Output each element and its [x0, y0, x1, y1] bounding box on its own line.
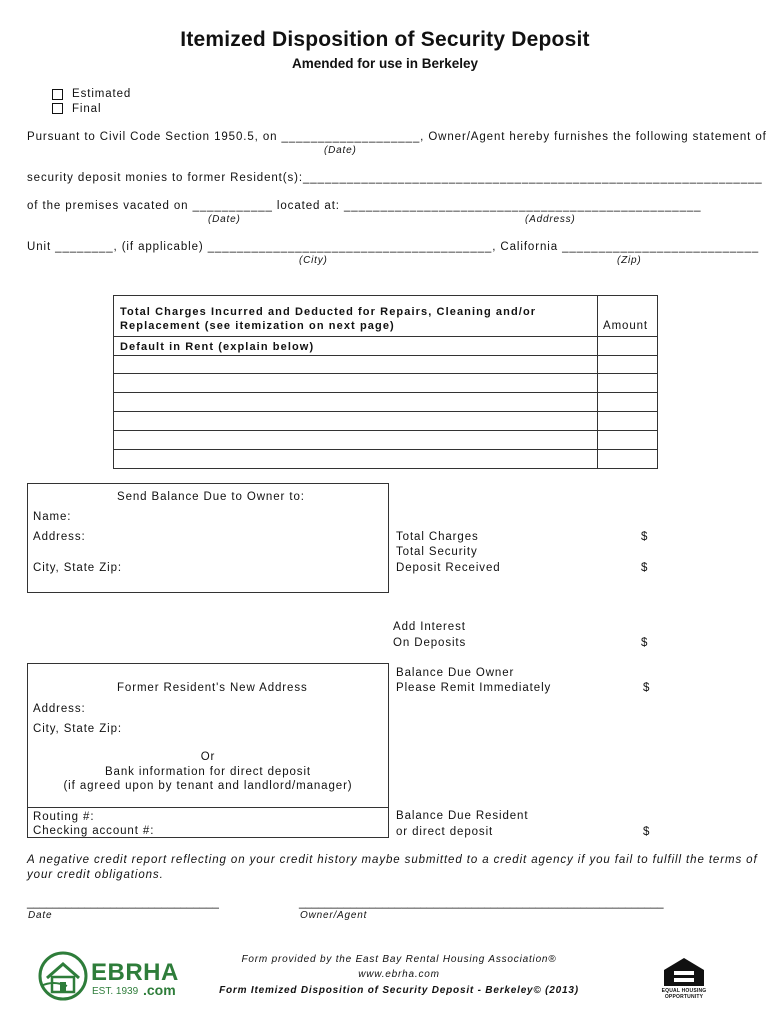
- intro-line-3: of the premises vacated on ___________ located at: _________________________________________________: [27, 200, 702, 212]
- owner-box-title: Send Balance Due to Owner to:: [117, 491, 305, 503]
- resident-box-divider: [27, 807, 389, 808]
- owner-name-label: Name:: [33, 511, 72, 523]
- table-rule: [113, 411, 658, 412]
- owner-address-label: Address:: [33, 531, 86, 543]
- balance-due-owner-label: Balance Due Owner: [396, 667, 515, 679]
- zip-caption: (Zip): [617, 255, 642, 266]
- or-label: Or: [200, 751, 216, 763]
- deposit-received-label: Deposit Received: [396, 562, 501, 574]
- interest-dollar: $: [641, 637, 649, 649]
- eho-text-line-2: OPPORTUNITY: [664, 994, 704, 1000]
- total-charges-label: Total Charges: [396, 531, 479, 543]
- table-rule: [113, 430, 658, 431]
- final-label: Final: [72, 103, 102, 115]
- intro-line-1: Pursuant to Civil Code Section 1950.5, on ___________________, Owner/Agent hereby furnishes the following statement of: [27, 131, 767, 143]
- estimated-checkbox[interactable]: [52, 89, 63, 100]
- routing-label: Routing #:: [33, 811, 95, 823]
- ebrha-logo: [37, 950, 182, 1002]
- please-remit-label: Please Remit Immediately: [396, 682, 552, 694]
- footer-website: www.ebrha.com: [358, 969, 440, 980]
- total-charges-dollar: $: [641, 531, 649, 543]
- house-globe-icon: [37, 950, 93, 1002]
- ebrha-com-text: .com: [143, 982, 176, 998]
- table-rule: [113, 449, 658, 450]
- total-security-label: Total Security: [396, 546, 478, 558]
- intro-line-4: Unit ________, (if applicable) _______________________________________, California ___________________________: [27, 241, 760, 253]
- resident-city-label: City, State Zip:: [33, 723, 122, 735]
- address-caption: (Address): [525, 214, 576, 225]
- final-checkbox[interactable]: [52, 103, 63, 114]
- checking-label: Checking account #:: [33, 825, 155, 837]
- equal-housing-icon: [660, 956, 708, 988]
- ebrha-logo-text: EBRHA: [91, 959, 179, 986]
- balance-resident-dollar: $: [643, 826, 651, 838]
- add-interest-label: Add Interest: [393, 621, 466, 633]
- table-rule: [113, 373, 658, 374]
- table-rule: [113, 392, 658, 393]
- equal-housing-logo: [660, 956, 708, 1002]
- intro-line-2: security deposit monies to former Resident(s):_______________________________________________________________: [27, 172, 763, 184]
- date-signature-label: Date: [28, 910, 53, 921]
- charges-header-line-1: Total Charges Incurred and Deducted for Repairs, Cleaning and/or: [120, 306, 537, 318]
- date-signature-line[interactable]: ______________________________: [27, 897, 219, 909]
- footer-provided-by: Form provided by the East Bay Rental Housing Association®: [241, 954, 557, 965]
- charges-header-line-2: Replacement (see itemization on next page): [120, 320, 395, 332]
- footer-form-name: Form Itemized Disposition of Security Deposit - Berkeley© (2013): [219, 985, 579, 996]
- city-caption: (City): [299, 255, 328, 266]
- on-deposits-label: On Deposits: [393, 637, 467, 649]
- amount-column-divider: [597, 295, 598, 469]
- deposit-received-dollar: $: [641, 562, 649, 574]
- eho-text-line-1: EQUAL HOUSING: [661, 988, 707, 994]
- table-rule: [113, 336, 658, 337]
- or-direct-deposit-label: or direct deposit: [396, 826, 494, 838]
- credit-notice-line-2: your credit obligations.: [27, 869, 164, 881]
- date-caption: (Date): [324, 145, 357, 156]
- if-agreed-label: (if agreed upon by tenant and landlord/manager): [63, 780, 353, 792]
- owner-city-label: City, State Zip:: [33, 562, 122, 574]
- balance-owner-dollar: $: [643, 682, 651, 694]
- page-subtitle: Amended for use in Berkeley: [291, 56, 479, 71]
- estimated-label: Estimated: [72, 88, 132, 100]
- credit-notice-line-1: A negative credit report reflecting on your credit history maybe submitted to a credit agency if you fail to fulfill the terms of: [27, 854, 758, 866]
- table-rule: [113, 355, 658, 356]
- vacated-date-caption: (Date): [208, 214, 241, 225]
- owner-signature-line[interactable]: _________________________________________________________: [299, 897, 664, 909]
- resident-box-title: Former Resident's New Address: [117, 682, 308, 694]
- owner-signature-label: Owner/Agent: [300, 910, 368, 921]
- default-in-rent-row: Default in Rent (explain below): [120, 341, 315, 353]
- balance-due-resident-label: Balance Due Resident: [396, 810, 529, 822]
- amount-header: Amount: [603, 320, 649, 332]
- page-title: Itemized Disposition of Security Deposit: [180, 28, 590, 51]
- ebrha-est-text: EST. 1939: [92, 986, 139, 997]
- resident-address-label: Address:: [33, 703, 86, 715]
- bank-info-label: Bank information for direct deposit: [104, 766, 311, 778]
